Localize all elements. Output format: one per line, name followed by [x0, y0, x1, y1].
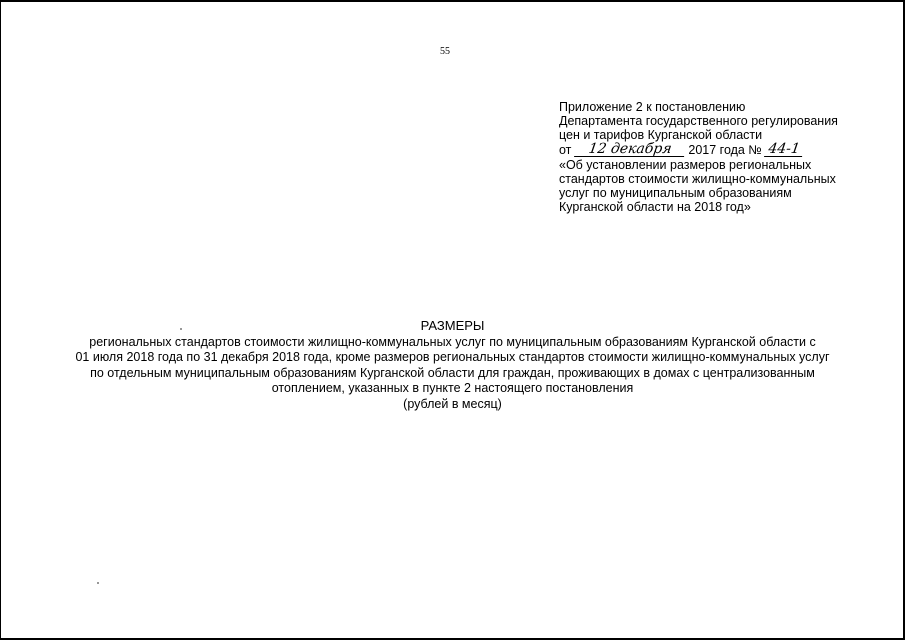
resolution-title-line: «Об установлении размеров региональных: [559, 157, 812, 172]
units-note: (рублей в месяц): [403, 396, 502, 411]
document-title-line: 01 июля 2018 года по 31 декабря 2018 года, кроме размеров региональных стандартов стоимости жилищно-коммунальных услуг: [75, 350, 830, 364]
year-text: 2017 года №: [688, 142, 762, 157]
handwritten-number: 44-1: [764, 143, 804, 157]
resolution-title-line: услуг по муниципальным образованиям: [559, 186, 792, 201]
appendix-line: цен и тарифов Курганской области: [559, 128, 763, 143]
scan-speck: [180, 328, 182, 330]
resolution-title-line: стандартов стоимости жилищно-коммунальных: [559, 171, 836, 186]
handwritten-date: 12 декабря: [574, 143, 686, 157]
appendix-line: Приложение 2 к постановлению: [559, 100, 746, 114]
document-title-line: по отдельным муниципальным образованиям Курганской области для граждан, проживающих в домах с централизованным: [90, 365, 815, 380]
appendix-block: [559, 100, 889, 214]
document-title-line: региональных стандартов стоимости жилищно-коммунальных услуг по муниципальным образованиям Курганской области с: [89, 334, 816, 349]
document-title-block: [20, 318, 885, 412]
appendix-line: Департамента государственного регулирования: [559, 114, 838, 129]
appendix-date-line: [559, 140, 889, 158]
document-heading: РАЗМЕРЫ: [420, 318, 485, 333]
page-number: 55: [440, 46, 450, 57]
date-prefix: от: [559, 142, 572, 157]
resolution-title-line: Курганской области на 2018 год»: [559, 200, 751, 215]
scan-speck: [97, 582, 99, 584]
document-title-line: отоплением, указанных в пункте 2 настоящего постановления: [271, 381, 634, 395]
